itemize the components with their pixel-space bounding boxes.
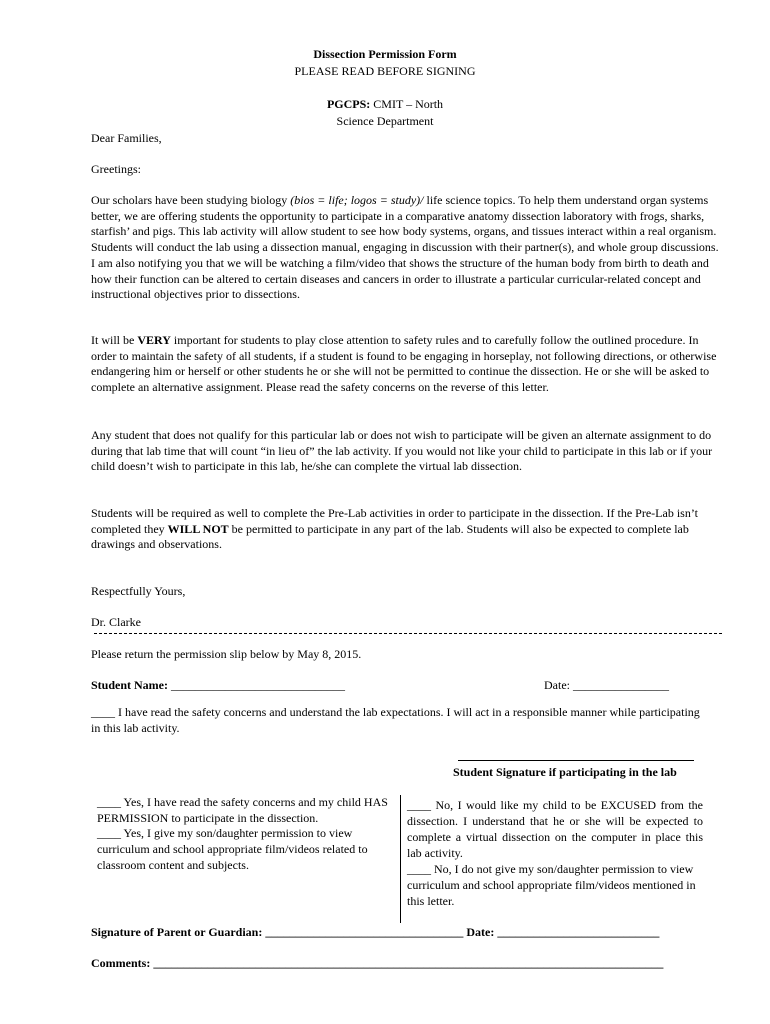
student-signature-label: Student Signature if participating in the lab: [453, 765, 677, 779]
p1-text-a: Our scholars have been studying biology: [91, 193, 291, 207]
greeting: Greetings:: [91, 162, 141, 176]
permission-no-column: [407, 797, 703, 909]
p1-italic: (bios = life; logos = study)/: [290, 193, 424, 207]
form-title: Dissection Permission Form: [313, 47, 457, 61]
read-statement[interactable]: ____ I have read the safety concerns and understand the lab expectations. I will act in a responsible manner while participating in this lab activity.: [91, 705, 700, 735]
parent-signature-field[interactable]: Signature of Parent or Guardian: _________________________________ Date: ___________________________: [91, 925, 660, 939]
closing: Respectfully Yours,: [91, 584, 186, 598]
option-yes-film[interactable]: ____ Yes, I give my son/daughter permission to view curriculum and school appropriate film/videos related to classroom content and subjects.: [97, 826, 368, 872]
student-date-field[interactable]: Date: ________________: [544, 678, 669, 692]
p4-bold: WILL NOT: [167, 521, 229, 536]
p4-text-b: be permitted to participate in any part of the lab. Students will also be expected to complete lab drawings and observations.: [91, 521, 689, 552]
student-signature-line[interactable]: [458, 760, 694, 761]
option-yes-dissection[interactable]: ____ Yes, I have read the safety concerns and my child HAS PERMISSION to participate in the dissection.: [97, 795, 388, 825]
return-note: Please return the permission slip below by May 8, 2015.: [91, 647, 362, 661]
org-school: CMIT – North: [370, 97, 444, 111]
p2-text-a: It will be: [91, 333, 138, 347]
paragraph-safety: [91, 333, 723, 396]
p2-text-b: important for students to play close attention to safety rules and to carefully follow the outlined procedure. In order to maintain the safety of all students, if a student is found to be engaging in horseplay, not following directions, or otherwise endangering him or herself or other students he or she will not be permitted to continue the dissection. He or she will be asked to complete an alternative assignment. Please read the safety concerns on the reverse of this letter.: [91, 333, 717, 395]
paragraph-prelab: [91, 506, 723, 553]
org-line: [0, 96, 770, 113]
form-subtitle: PLEASE READ BEFORE SIGNING: [294, 64, 476, 78]
p1-text-b: life science topics. To help them understand organ systems better, we are offering students the opportunity to participate in a comparative anatomy dissection laboratory with frogs, sharks, starfish’ and pigs. This lab activity will allow student to see how body systems, organs, and tissues interact within a real organism. Students will conduct the lab using a dissection manual, engaging in discussion with their partner(s), and whole group discussions. I am also notifying you that we will be watching a film/video that shows the structure of the human body from birth to death and how their function can be altered to certain diseases and cancers in order to illustrate a particular curricular-related concept and instructional objectives prior to dissections.: [91, 193, 719, 302]
p2-bold: VERY: [137, 333, 171, 347]
cut-line: [94, 633, 722, 634]
student-name-label: Student Name:: [91, 678, 168, 692]
salutation: Dear Families,: [91, 131, 162, 145]
permission-yes-column: [97, 795, 397, 874]
department: Science Department: [336, 114, 434, 128]
student-name-blank[interactable]: _____________________________: [168, 678, 345, 692]
paragraph-biology: [91, 193, 723, 303]
column-divider: [400, 795, 401, 923]
comments-field[interactable]: Comments: _____________________________________________________________________________________: [91, 956, 664, 970]
p4-text-a: Students will be required as well to complete the Pre-Lab activities in order to participate in the dissection. If the Pre-Lab isn’t completed they: [91, 506, 698, 536]
paragraph-alternate: Any student that does not qualify for this particular lab or does not wish to participate will be given an alternate assignment to do during that lab time that will count “in lieu of” the lab activity. If you would not like your child to participate in this lab or if your child doesn’t wish to participate in this lab, he/she can complete the virtual lab dissection.: [91, 428, 713, 474]
student-name-field[interactable]: [91, 678, 345, 694]
option-no-film[interactable]: ____ No, I do not give my son/daughter permission to view curriculum and school appropriate film/videos mentioned in this letter.: [407, 862, 696, 908]
option-no-dissection[interactable]: ____ No, I would like my child to be EXCUSED from the dissection. I understand that he or she will be expected to complete a virtual dissection on the computer in place this lab activity.: [407, 798, 703, 860]
signature-name: Dr. Clarke: [91, 615, 141, 629]
org-name: PGCPS:: [326, 97, 371, 111]
